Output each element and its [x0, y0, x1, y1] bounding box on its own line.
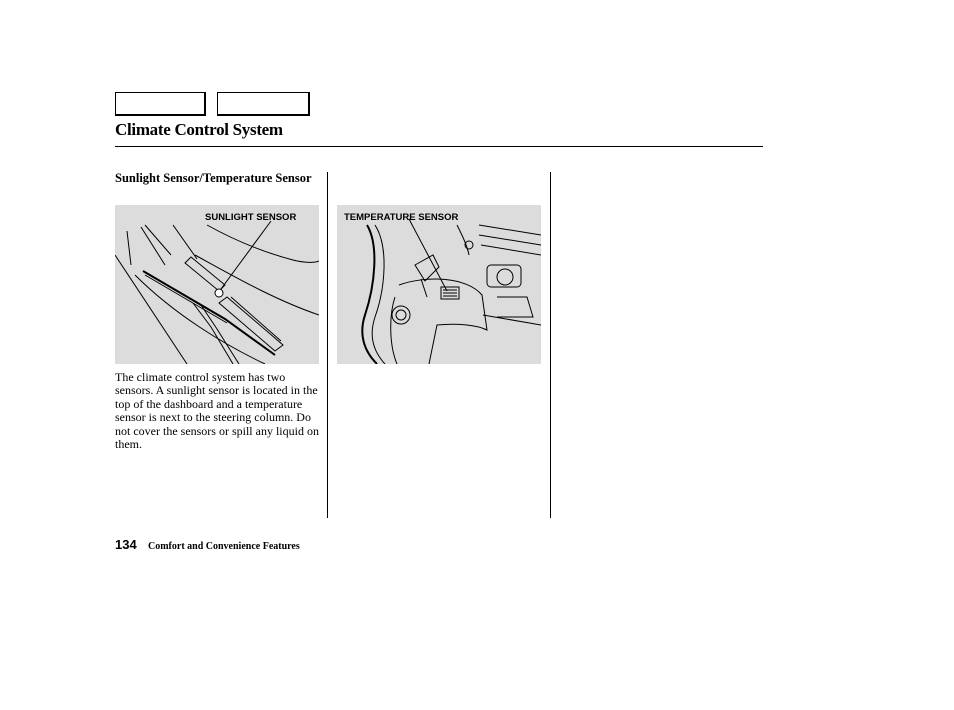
- sunlight-sensor-label: SUNLIGHT SENSOR: [205, 212, 297, 223]
- section-body-text: The climate control system has two sensors. A sunlight sensor is located in the top of the dashboard and a temperature sensor is next to the steering column. Do not cover the sensors or spill any liquid on them.: [115, 370, 319, 452]
- steering-column-drawing: [337, 205, 541, 364]
- temperature-sensor-label: TEMPERATURE SENSOR: [344, 212, 459, 223]
- section-heading: Sunlight Sensor/Temperature Sensor: [115, 171, 312, 185]
- temperature-sensor-illustration: [337, 205, 541, 364]
- chapter-name: Comfort and Convenience Features: [148, 541, 300, 552]
- column-divider-left: [327, 172, 328, 518]
- column-divider-right: [550, 172, 551, 518]
- page-number: 134: [115, 537, 137, 552]
- dashboard-windshield-drawing: [115, 205, 319, 364]
- title-divider: [115, 146, 763, 147]
- page-title: Climate Control System: [115, 120, 283, 139]
- nav-tab-previous[interactable]: [115, 92, 206, 116]
- sunlight-sensor-illustration: [115, 205, 319, 364]
- nav-tab-next[interactable]: [217, 92, 310, 116]
